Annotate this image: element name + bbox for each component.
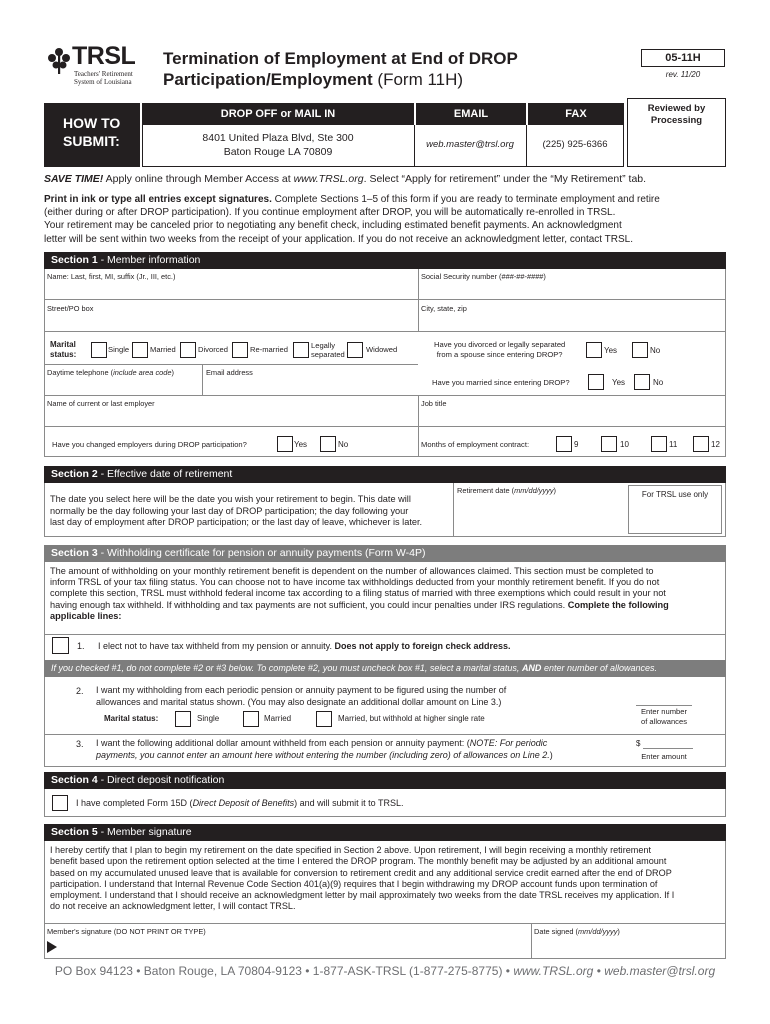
street-field[interactable] (44, 300, 418, 331)
w4p-item3-number: 3. (76, 739, 84, 749)
w4p-married-higher-label: Married, but withhold at higher single rate (338, 714, 485, 723)
w4p-item2-text: I want my withholding from each periodic pension or annuity payment to be figured using the number of allowances and marital status shown. (You may also designate an additional dollar amount on Line 3.) (96, 685, 507, 707)
submit-col2-header: EMAIL (416, 103, 526, 125)
marital-remarried-label: Re-married (250, 345, 288, 354)
intro-line4: letter will be sent within two weeks from the receipt of your application. If you do not receive an acknowledgment letter, contact TRSL. (44, 233, 634, 245)
contract-10-checkbox[interactable] (601, 436, 617, 452)
title-line1: Termination of Employment at End of DROP (163, 49, 518, 68)
retirement-date-label: Retirement date (mm/dd/yyyy) (457, 486, 556, 495)
submit-email[interactable]: web.master@trsl.org (426, 139, 514, 150)
trsl-use-label: For TRSL use only (641, 490, 709, 499)
submit-fax: (225) 925-6366 (542, 139, 608, 150)
section5-header: Section 5 - Member signature (44, 824, 726, 841)
w4p-single-label: Single (197, 714, 220, 723)
w4p-married-label: Married (264, 714, 292, 723)
save-time-site[interactable]: www.TRSL.org (293, 173, 364, 185)
amount-label: Enter amount (641, 752, 687, 761)
sign-here-arrow-icon (47, 941, 57, 953)
footer-site[interactable]: www.TRSL.org (513, 964, 594, 978)
marital-widowed-checkbox[interactable] (347, 342, 363, 358)
intro-paragraph (44, 193, 660, 246)
changed-employer-question: Have you changed employers during DROP participation? (52, 440, 247, 449)
revision-date: rev. 11/20 (665, 70, 701, 79)
contract-11-checkbox[interactable] (651, 436, 667, 452)
changed-no-label: No (338, 440, 349, 449)
submit-label: SUBMIT: (63, 133, 120, 149)
save-time-bold: SAVE TIME! (44, 173, 104, 185)
contract-12-checkbox[interactable] (693, 436, 709, 452)
phone-label: Daytime telephone (include area code) (47, 368, 174, 377)
marital-widowed-label: Widowed (366, 345, 398, 354)
married-yes-checkbox[interactable] (588, 374, 604, 390)
marital-separated-label: Legally separated (311, 341, 345, 359)
changed-yes-checkbox[interactable] (277, 436, 293, 452)
amount-input[interactable] (643, 739, 693, 749)
married-no-checkbox[interactable] (634, 374, 650, 390)
section1-header: Section 1 - Member information (44, 252, 726, 269)
form-number-box: 05-11H (641, 49, 725, 67)
name-label: Name: Last, first, MI, suffix (Jr., III, etc.) (47, 272, 176, 281)
contract-11-label: 11 (669, 440, 678, 449)
marital-single-label: Single (108, 345, 130, 354)
intro-line2: (either during or after DROP participation). If you continue employment after DROP, you will be automatically re-enrolled in TRSL. (44, 207, 616, 219)
contract-10-label: 10 (620, 440, 629, 449)
section2-header: Section 2 - Effective date of retirement (44, 466, 726, 483)
job-title-field[interactable] (419, 396, 726, 426)
reviewed-by-box (627, 98, 726, 167)
marital-divorced-checkbox[interactable] (180, 342, 196, 358)
footer: PO Box 94123 • Baton Rouge, LA 70804-9123 • 1-877-ASK-TRSL (1-877-275-8775) • www.TRSL.org • web.master@trsl.org (54, 964, 716, 978)
save-time-text: Apply online through Member Access at (103, 173, 294, 185)
w4p-single-checkbox[interactable] (175, 711, 191, 727)
submit-col3-header: FAX (528, 103, 624, 125)
trsl-logo (44, 44, 146, 88)
w4p-item3-text: I want the following additional dollar amount withheld from each pension or annuity payment: (NOTE: For periodic payments, you cannot enter an amount here without entering the number (including zero) of allowances on Line 2.) (96, 738, 553, 760)
marital-single-checkbox[interactable] (91, 342, 107, 358)
w4p-item1-checkbox[interactable] (52, 637, 69, 654)
divorced-yes-label: Yes (604, 346, 618, 355)
married-yes-label: Yes (612, 378, 626, 387)
intro-line1: Complete Sections 1–5 of this form if you are ready to terminate employment and retire (271, 194, 660, 205)
allowances-label: Enter number of allowances (640, 707, 687, 726)
reviewed-line2: Processing (650, 115, 703, 126)
contract-9-label: 9 (574, 440, 579, 449)
form-title (163, 48, 518, 90)
footer-text: PO Box 94123 • Baton Rouge, LA 70804-9123 • 1-877-ASK-TRSL (1-877-275-8775) • (54, 964, 514, 978)
job-title-label: Job title (421, 399, 447, 408)
marital-remarried-checkbox[interactable] (232, 342, 248, 358)
divorced-no-label: No (650, 346, 661, 355)
address-line1: 8401 United Plaza Blvd, Ste 300 (202, 132, 354, 144)
logo-line2: System of Louisiana (74, 78, 132, 86)
section2-text: The date you select here will be the date you wish your retirement to begin. This date will normally be the day following your last day of DROP participation; the day following your last day of employment after DROP participation; or the last day of leave, whichever is later. (50, 494, 423, 527)
title-line2: Participation/Employment (163, 70, 373, 89)
date-signed-label: Date signed (mm/dd/yyyy) (534, 927, 620, 936)
city-label: City, state, zip (421, 304, 467, 313)
address-line2: Baton Rouge LA 70809 (223, 146, 333, 158)
trsl-leaf-icon (44, 46, 74, 76)
contract-label: Months of employment contract: (421, 440, 530, 449)
title-form-id: (Form 11H) (372, 70, 464, 89)
changed-no-checkbox[interactable] (320, 436, 336, 452)
divorced-no-checkbox[interactable] (632, 342, 648, 358)
intro-bold: Print in ink or type all entries except signatures. (44, 194, 272, 205)
logo-line1: Teachers' Retirement (74, 70, 133, 78)
w4p-married-checkbox[interactable] (243, 711, 259, 727)
submit-address (142, 131, 414, 159)
street-label: Street/PO box (47, 304, 94, 313)
contract-12-label: 12 (711, 440, 720, 449)
marital-separated-checkbox[interactable] (293, 342, 309, 358)
how-to-submit-block (44, 103, 140, 167)
save-time-line (44, 173, 646, 185)
w4p-note-bar: If you checked #1, do not complete #2 or #3 below. To complete #2, you must uncheck box #1, select a marital status, AND enter number of allowances. (44, 660, 726, 677)
section3-header: Section 3 - Withholding certificate for pension or annuity payments (Form W-4P) (44, 545, 726, 562)
contract-9-checkbox[interactable] (556, 436, 572, 452)
reviewed-line1: Reviewed by (647, 103, 706, 114)
dollar-sign: $ (636, 739, 641, 748)
married-question: Have you married since entering DROP? (432, 378, 570, 387)
allowances-input[interactable] (636, 693, 692, 706)
w4p-marital-label: Marital status: (104, 714, 159, 723)
intro-line3: Your retirement may be canceled prior to negotiating any benefit check, including estimated benefit payments. An acknowledgment (44, 220, 622, 232)
w4p-item1-number: 1. (77, 641, 85, 651)
divorced-yes-checkbox[interactable] (586, 342, 602, 358)
submit-col1-header: DROP OFF or MAIL IN (142, 103, 414, 125)
changed-yes-label: Yes (294, 440, 308, 449)
divorced-question: Have you divorced or legally separated from a spouse since entering DROP? (434, 340, 566, 359)
section3-paragraph: The amount of withholding on your monthly retirement benefit is dependent on the number of allowances claimed. This section must be completed to inform TRSL of your tax filing status. You can choose not to have income tax withholdings deducted from your monthly retirement benefit. If you do not complete this section, TRSL must withhold federal income tax according to a filing status of married with three exemptions which could result in your not having enough tax withheld. If withholding and tax payments are not sufficient, you could incur penalties under IRS regulations. Complete the following applicable lines: (50, 566, 669, 621)
signature-label: Member's signature (DO NOT PRINT OR TYPE) (47, 927, 206, 936)
footer-email[interactable]: web.master@trsl.org (604, 964, 716, 978)
marital-label: Marital status: (50, 340, 77, 359)
email-label: Email address (206, 368, 253, 377)
section5-text: I hereby certify that I plan to begin my retirement on the date specified in Section 2 above. Upon retirement, I will begin receiving a monthly retirement benefit based upon the retirement option selected at the time I entered the DROP program. The monthly benefit may be adjusted by an additional amount based on my accumulated unused leave that is available for conversion to retirement credit and any additional service credit earned after the end of DROP participation. I understand that Internal Revenue Code Section 401(a)(9) requires that I begin withdrawing my DROP account funds upon termination of employment. I understand that I should receive an acknowledgment letter by mail approximately two weeks from the date TRSL receives my application. If I do not receive an acknowledgment letter, I will contact TRSL. (50, 845, 675, 912)
direct-deposit-checkbox[interactable] (52, 795, 68, 811)
marital-divorced-label: Divorced (198, 345, 228, 354)
employer-label: Name of current or last employer (47, 399, 155, 408)
save-time-tail: . Select “Apply for retirement” under the “My Retirement” tab. (363, 173, 647, 185)
how-to-label: HOW TO (63, 115, 121, 131)
section4-header: Section 4 - Direct deposit notification (44, 772, 726, 789)
logo-mark: TRSL (72, 42, 136, 70)
direct-deposit-text: I have completed Form 15D (Direct Deposit of Benefits) and will submit it to TRSL. (76, 798, 404, 808)
married-no-label: No (653, 378, 664, 387)
ssn-label: Social Security number (###-##-####) (421, 272, 546, 281)
w4p-item1-text: I elect not to have tax withheld from my pension or annuity. Does not apply to foreign check address. (98, 641, 511, 651)
marital-married-checkbox[interactable] (132, 342, 148, 358)
marital-married-label: Married (150, 345, 176, 354)
w4p-married-higher-checkbox[interactable] (316, 711, 332, 727)
w4p-item2-number: 2. (76, 686, 84, 696)
